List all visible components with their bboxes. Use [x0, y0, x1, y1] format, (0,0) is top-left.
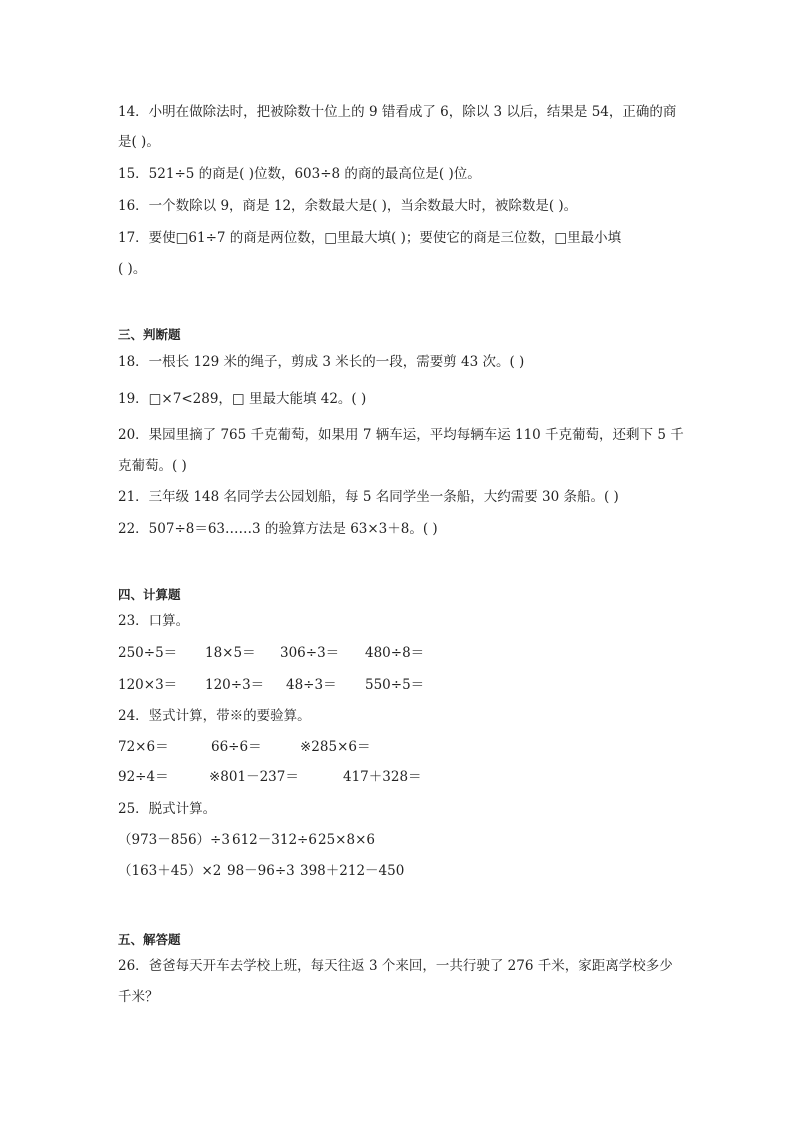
q25-r2-c2: 98－96÷3	[227, 863, 295, 879]
q24-r1-c3: ※285×6＝	[300, 739, 371, 755]
q23-r2-c3: 48÷3＝	[286, 677, 337, 693]
question-14-line2: 是( )。	[118, 134, 160, 150]
question-21: 21．三年级 148 名同学去公园划船，每 5 名同学坐一条船，大约需要 30 条船。( )	[118, 489, 619, 505]
q23-r2-c1: 120×3＝	[118, 677, 178, 693]
q25-r1-c2: 612－312÷6	[232, 832, 317, 848]
solve-section-heading: 五、解答题	[118, 932, 181, 947]
judge-section-heading: 三、判断题	[118, 327, 181, 342]
question-16: 16．一个数除以 9，商是 12，余数最大是( )，当余数最大时，被除数是( )。	[118, 198, 578, 214]
q23-r2-c4: 550÷5＝	[365, 677, 425, 693]
question-20-line2: 克葡萄。( )	[118, 458, 187, 474]
q24-r1-c2: 66÷6＝	[211, 739, 262, 755]
question-14-line1: 14．小明在做除法时，把被除数十位上的 9 错看成了 6，除以 3 以后，结果是 54，正确的商	[118, 104, 677, 120]
question-17-line1: 17．要使□61÷7 的商是两位数，□里最大填( )；要使它的商是三位数，□里最小填	[118, 230, 622, 246]
q24-r2-c1: 92÷4＝	[118, 769, 169, 785]
q24-r2-c2: ※801－237＝	[209, 769, 299, 785]
calc-section-heading: 四、计算题	[118, 587, 181, 602]
question-26-line2: 千米？	[118, 989, 159, 1005]
question-23-title: 23．口算。	[118, 613, 190, 629]
q23-r1-c4: 480÷8＝	[365, 645, 425, 661]
q25-r2-c1: （163＋45）×2	[118, 863, 222, 879]
q25-r1-c3: 25×8×6	[318, 832, 375, 848]
question-15: 15．521÷5 的商是( )位数，603÷8 的商的最高位是( )位。	[118, 166, 481, 182]
q23-r1-c3: 306÷3＝	[280, 645, 340, 661]
q24-r2-c3: 417＋328＝	[343, 769, 422, 785]
q23-r1-c1: 250÷5＝	[118, 645, 178, 661]
question-17-line2: ( )。	[118, 261, 147, 277]
question-22: 22．507÷8＝63……3 的验算方法是 63×3＋8。( )	[118, 521, 438, 537]
q25-r1-c1: （973－856）÷3	[118, 832, 230, 848]
q23-r1-c2: 18×5＝	[205, 645, 256, 661]
q25-r2-c3: 398＋212－450	[300, 863, 405, 879]
question-26-line1: 26．爸爸每天开车去学校上班，每天往返 3 个来回，一共行驶了 276 千米，家距离学校多少	[118, 958, 673, 974]
q24-r1-c1: 72×6＝	[118, 739, 169, 755]
question-24-title: 24．竖式计算，带※的要验算。	[118, 708, 311, 724]
question-20-line1: 20．果园里摘了 765 千克葡萄，如果用 7 辆车运，平均每辆车运 110 千克葡萄，还剩下 5 千	[118, 427, 684, 443]
question-25-title: 25．脱式计算。	[118, 801, 217, 817]
question-19: 19．□×7<289，□ 里最大能填 42。( )	[118, 391, 367, 407]
question-18: 18．一根长 129 米的绳子，剪成 3 米长的一段，需要剪 43 次。( )	[118, 354, 525, 370]
q23-r2-c2: 120÷3＝	[205, 677, 265, 693]
